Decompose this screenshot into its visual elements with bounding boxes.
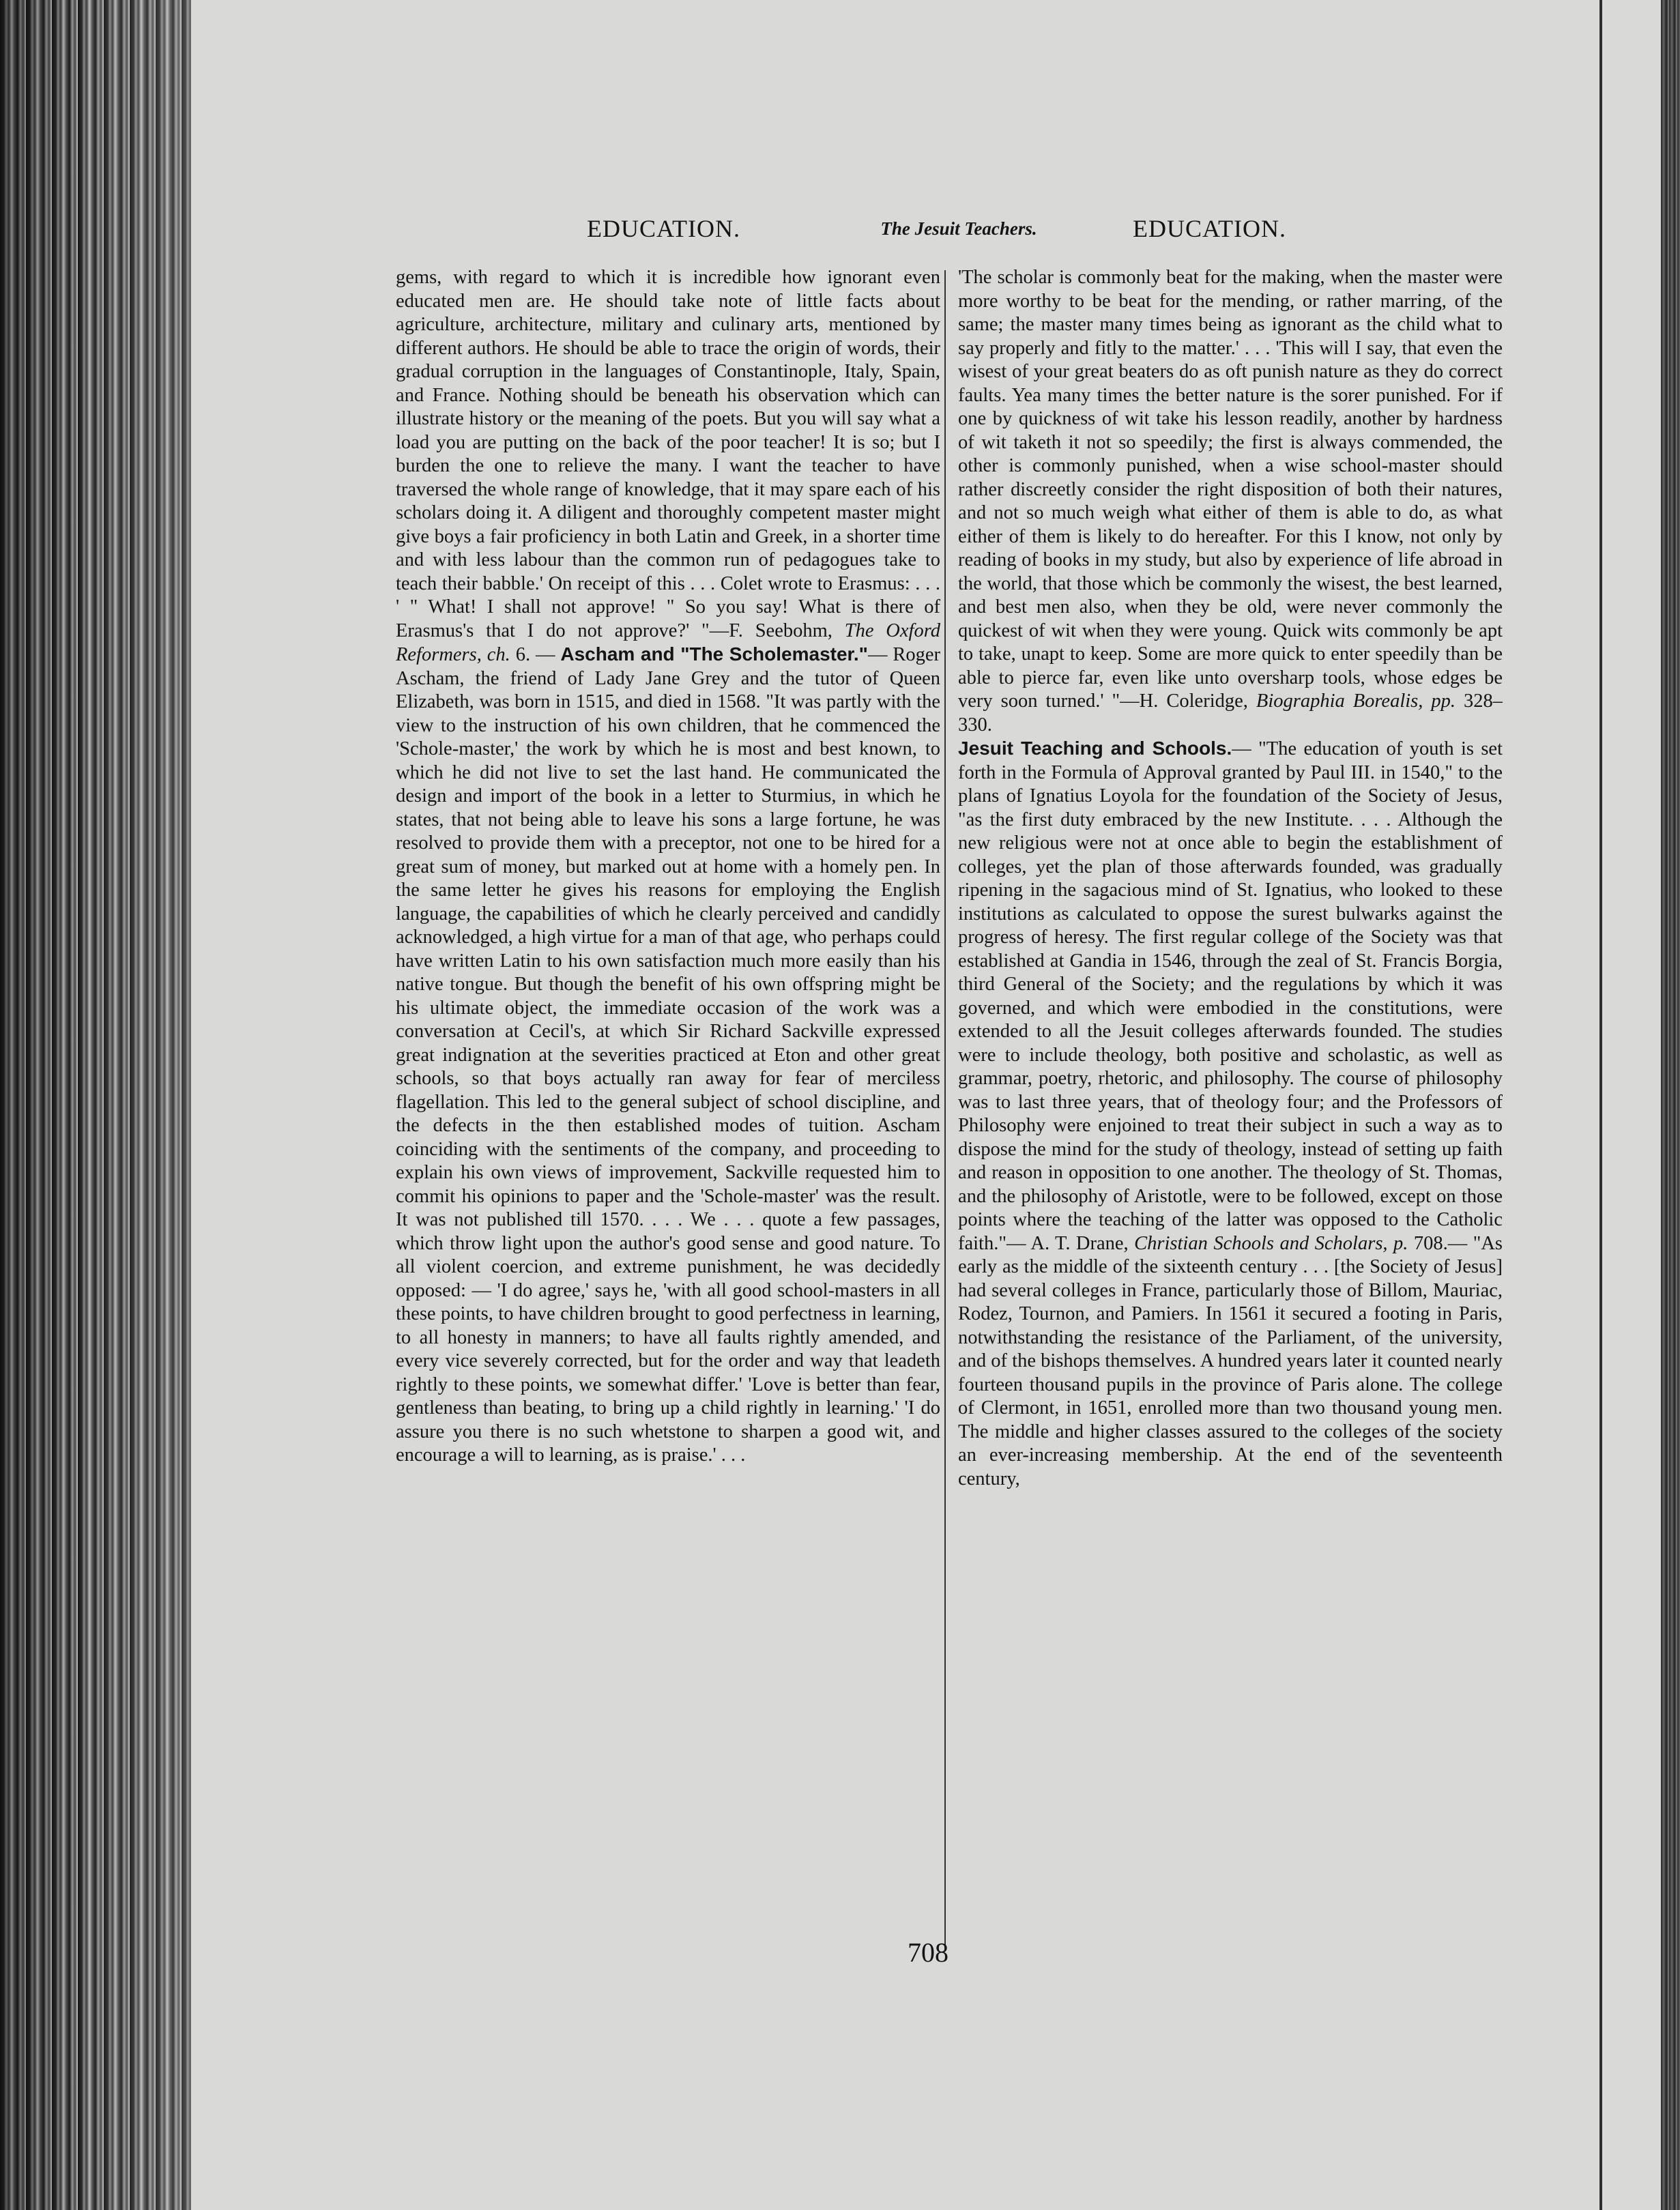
left-citation: The Oxford Reformers, ch. bbox=[396, 620, 940, 665]
left-paragraph bbox=[396, 266, 940, 1468]
right-text-4: 708.— "As early as the middle of the sixteenth century . . . [the Society of Jesus] had several colleges in France, particularly those of Billom, Mauriac, Rodez, Tournon, and Pamiers. In 1561 it secured a footing in Paris, notwithstanding the resistance of the Parliament, of the university, and of the bishops themselves. A hundred years later it counted nearly fourteen thousand pupils in the province of Paris alone. The college of Clermont, in 1651, enrolled more than two thousand young men. The middle and higher classes assured to the colleges of the society an ever-increasing membership. At the end of the seventeenth century, bbox=[958, 1232, 1503, 1489]
running-head-right: EDUCATION. bbox=[1133, 215, 1286, 242]
binding-shadow bbox=[0, 0, 191, 2210]
right-page-edge bbox=[1661, 0, 1680, 2210]
left-text-1: gems, with regard to which it is incredible how ignorant even educated men are. He should take note of little facts about agriculture, architecture, military and culinary arts, mentioned by different authors. He should be able to trace the origin of words, their gradual corruption in the languages of Constantinople, Italy, Spain, and France. Nothing should be beneath his observation which can illustrate history or the meaning of the poets. But you will say what a load you are putting on the back of the poor teacher! It is so; but I burden the one to relieve the many. I want the teacher to have traversed the whole range of knowledge, that it may spare each of his scholars doing it. A diligent and thoroughly competent master might give boys a fair proficiency in both Latin and Greek, in a shorter time and with less labour than the common run of pedagogues take to teach their babble.' On receipt of this . . . Colet wrote to Erasmus: . . . ' " What! I shall not approve! " So you say! What is there of Erasmus's that I do not approve?' "—F. Seebohm, bbox=[396, 267, 940, 641]
left-text-3: — Roger Ascham, the friend of Lady Jane Grey and the tutor of Queen Elizabeth, was born in 1515, and died in 1568. "It was partly with the view to the instruction of his own children, that he commenced the 'Schole-master,' the work by which he is most and best known, to which he did not live to set the last hand. He communicated the design and import of the book in a letter to Sturmius, in which he states, that not being able to leave his sons a large fortune, he was resolved to provide them with a preceptor, not one to be hired for a great sum of money, but marked out at home with a homely pen. In the same letter he gives his reasons for employing the English language, the capabilities of which he clearly perceived and candidly acknowledged, a high virtue for a man of that age, who perhaps could have written Latin to his own satisfaction much more easily than his native tongue. But though the benefit of his own offspring might be his ultimate object, the immediate occasion of the work was a conversation at Cecil's, at which Sir Richard Sackville expressed great indignation at the severities practiced at Eton and other great schools, so that boys actually ran away for fear of merciless flagellation. This led to the general subject of school discipline, and the defects in the then established modes of tuition. Ascham coinciding with the sentiments of the company, and proceeding to explain his own views of improvement, Sackville requested him to commit his opinions to paper and the 'Schole-master' was the result. It was not published till 1570. . . . We . . . quote a few passages, which throw light upon the author's good sense and good nature. To all violent coercion, and extreme punishment, he was decidedly opposed: — 'I do agree,' says he, 'with all good school-masters in all these points, to have children brought to good perfectness in learning, to all honesty in manners; to have all faults rightly amended, and every vice severely corrected, but for the order and way that leadeth rightly to these points, we somewhat differ.' 'Love is better than fear, gentleness than beating, to bring up a child rightly in learning.' 'I do assure you there is no such whetstone to sharpen a good wit, and encourage a will to learning, as is praise.' . . . bbox=[396, 644, 940, 1466]
right-text-2: 328–330. bbox=[958, 690, 1503, 736]
right-citation-2: Christian Schools and Scholars, p. bbox=[1134, 1232, 1408, 1254]
running-head-left: EDUCATION. bbox=[587, 215, 740, 242]
page-number: 708 bbox=[908, 1937, 948, 1968]
column-divider bbox=[944, 270, 946, 1949]
right-citation-1: Biographia Borealis, pp. bbox=[1256, 690, 1456, 712]
left-column bbox=[396, 266, 940, 1951]
section-heading-jesuit: Jesuit Teaching and Schools. bbox=[958, 738, 1232, 759]
left-text-2: 6. — bbox=[515, 644, 555, 665]
right-paragraph-1 bbox=[958, 266, 1503, 737]
right-text-3: — "The education of youth is set forth in the Formula of Approval granted by Paul III. in 1540," to the plans of Ignatius Loyola for the foundation of the Society of Jesus, "as the first duty embraced by the new Institute. . . . Although the new religious were not at once able to begin the establishment of colleges, yet the plan of those afterwards founded, was gradually ripening in the sagacious mind of St. Ignatius, who looked to these institutions as calculated to oppose the surest bulwarks against the progress of heresy. The first regular college of the Society was that established at Gandia in 1546, through the zeal of St. Francis Borgia, third General of the Society; and the regulations by which it was governed, and which were embodied in the constitutions, were extended to all the Jesuit colleges afterwards founded. The studies were to include theology, both positive and scholastic, as well as grammar, poetry, rhetoric, and philosophy. The course of philosophy was to last three years, that of theology four; and the Professors of Philosophy were enjoined to treat their subject in such a way as to dispose the mind for the study of theology, instead of setting up faith and reason in opposition to one another. The theology of St. Thomas, and the philosophy of Aristotle, were to be followed, except on those points where the teaching of the latter was opposed to the Catholic faith."— A. T. Drane, bbox=[958, 738, 1503, 1254]
right-page-rule bbox=[1599, 0, 1602, 2210]
right-column bbox=[958, 266, 1503, 1951]
section-heading-ascham: Ascham and "The Scholemaster." bbox=[560, 643, 868, 665]
book-page bbox=[368, 205, 1503, 2006]
running-head-center: The Jesuit Teachers. bbox=[880, 218, 1037, 239]
right-paragraph-2 bbox=[958, 737, 1503, 1491]
running-head bbox=[368, 205, 1488, 259]
right-text-1: 'The scholar is commonly beat for the making, when the master were more worthy to be beat for the mending, or rather marring, of the same; the master many times being as ignorant as the child what to say properly and fitly to the matter.' . . . 'This will I say, that even the wisest of your great beaters do as oft punish nature as they do correct faults. Yea many times the better nature is the sorer punished. For if one by quickness of wit take his lesson readily, another by hardness of wit taketh it not so speedily; the first is always commended, the other is commonly punished, when a wise school-master should rather discreetly consider the right disposition of both their natures, and not so much weigh what either of them is able to do, as what either of them is likely to do hereafter. For this I know, not only by reading of books in my study, but also by experience of life abroad in the world, that those which be commonly the wisest, the best learned, and best men also, when they be old, were never commonly the quickest of wit when they were young. Quick wits commonly be apt to take, unapt to keep. Some are more quick to enter speedily than be able to pierce far, even like unto oversharp tools, whose edges be very soon turned.' "—H. Coleridge, bbox=[958, 267, 1503, 712]
